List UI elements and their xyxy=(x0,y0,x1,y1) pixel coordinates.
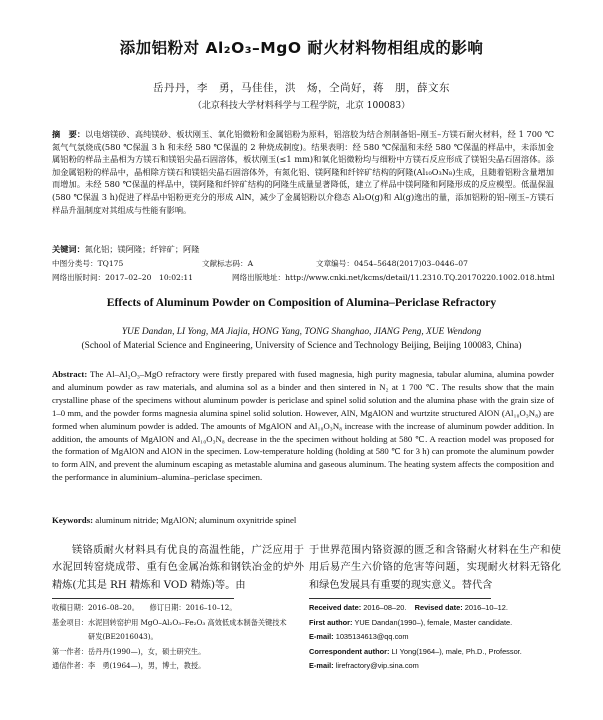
doc-code-label: 文献标志码： xyxy=(202,259,248,268)
online-date-label: 网络出版时间： xyxy=(52,273,106,282)
correspondent-author-label: Correspondent author: xyxy=(309,646,390,656)
english-abstract-label: Abstract: xyxy=(52,369,88,379)
first-author-email[interactable]: 1035134613@qq.com xyxy=(335,632,409,642)
first-author-label: First author: xyxy=(309,617,353,627)
chinese-abstract-label: 摘 要： xyxy=(52,129,86,139)
chinese-keywords-label: 关键词： xyxy=(52,244,85,254)
chinese-affiliation: （北京科技大学材料科学与工程学院，北京 100083） xyxy=(192,101,411,111)
english-authors: YUE Dandan, LI Yong, MA Jiajia, HONG Yang, TONG Shanghao, JIANG Peng, XUE Wendong xyxy=(121,327,482,337)
online-publication-row xyxy=(52,272,555,283)
online-url-label: 网络出版地址： xyxy=(232,273,286,282)
article-number-label: 文章编号： xyxy=(316,259,354,268)
footnote-corresponding-author: 通信作者：李 勇(1964—)，男，博士，教授。 xyxy=(52,661,206,671)
revised-date-value: 2016–10–12. xyxy=(464,603,508,612)
footnote-fund-cont: 研发(BE2016043)。 xyxy=(88,632,158,642)
doc-code-value: A xyxy=(247,259,254,268)
article-number-value: 0454–5648(2017)03–0446–07 xyxy=(353,259,468,268)
english-keywords-text: aluminum nitride; MgAlON; aluminum oxynitride spinel xyxy=(95,515,297,525)
footnote-received-date: 收稿日期：2016–08–20。 修订日期：2016–10–12。 xyxy=(52,603,237,612)
english-keywords-label: Keywords: xyxy=(52,515,94,525)
chinese-title: 添加铝粉对 Al₂O₃–MgO 耐火材料物相组成的影响 xyxy=(119,39,484,57)
chinese-keywords xyxy=(52,244,199,255)
footnote-fund: 基金项目：水泥回转窑护用 MgO–Al₂O₃–Fe₂O₃ 高效低成本制备关键技术 xyxy=(52,617,287,627)
online-date-value: 2017–02–20 10:02:11 xyxy=(105,273,194,282)
chinese-footnotes xyxy=(52,601,304,674)
first-author-value: YUE Dandan(1990–), female, Master candidate. xyxy=(354,617,513,627)
english-title: Effects of Aluminum Powder on Composition of Alumina–Periclase Refractory xyxy=(106,296,497,309)
footnote-divider-left xyxy=(52,598,234,599)
english-affiliation: (School of Material Science and Engineering, University of Science and Technology Beijing, Beijing 100083, China) xyxy=(81,341,522,351)
chinese-authors: 岳丹丹，李 勇，马佳佳，洪 炀，仝尚好，蒋 朋，薛文东 xyxy=(153,82,450,94)
received-date-value: 2016–08–20. xyxy=(363,603,407,612)
english-keywords xyxy=(52,515,296,525)
revised-date-label: Revised date: xyxy=(414,603,463,612)
body-text-left-column: 镁铬质耐火材料具有优良的高温性能，广泛应用于水泥回转窑烧成带、重有色金属冶炼和钢铁冶金的炉外精炼(尤其是 RH 精炼和 VOD 精炼)等。由 xyxy=(52,545,304,591)
online-url-link[interactable]: http://www.cnki.net/kcms/detail/11.2310.TQ.20170220.1002.018.html xyxy=(285,273,555,282)
clc-label: 中图分类号： xyxy=(52,259,98,268)
classification-row xyxy=(52,258,468,269)
chinese-abstract-text: 以电熔镁砂、高纯镁砂、板状刚玉、氧化铝微粉和金属铝粉为原料，铝溶胶为结合剂制备铝–刚玉–方镁石耐火材料，经 1 700 ℃氮气气氛烧成(580 ℃保温 3 h 和未经 580 ℃保温的 2 种烧成制度)。结果表明：经 580 ℃保温和未经 580 ℃保温的样品中，未添加金属铝粉的样品主晶相为方镁石和镁铝尖晶石固溶体，板状刚玉(≤1 mm)和氧化铝微粉均与细粉中方镁石反应形成了镁铝尖晶石固溶体。添加金属铝粉的样品中，晶相除方镁石和镁铝尖晶石固溶体外，有氮化铝、镁阿隆和纤锌矿结构的阿隆(Al₁₀O₃N₈)生成，且随着铝粉含量增加而增加。未经 580 ℃保温的样品中，镁阿隆和纤锌矿结构的阿隆生成量显著降低，建立了样品中镁阿隆和阿隆形成的反应模型。低温保温(580 ℃保温 3 h)促进了样品中铝粉更充分的形成 AlN，减少了金属铝粉以介稳态 Al₂O(g)和 Al(g)逸出的量，添加铝粉的铝–刚玉–方镁石样品升温制度对其组成与性能有影响。 xyxy=(52,129,554,215)
received-date-label: Received date: xyxy=(309,603,362,612)
footnote-first-author: 第一作者：岳丹丹(1990—)，女，硕士研究生。 xyxy=(52,646,206,656)
english-abstract-text: The Al–Al₂O₃–MgO refractory were firstly prepared with fused magnesia, high purity magnesia, tabular alumina, alumina powder and aluminum powder as raw materials, and alumina sol as a binder and then sintered in N₂ at 1 700 ℃. The results show that the main crystalline phase of the specimens without aluminum powder is periclase and spinel solid solution and the alumina phase with the grain size of 1–0 mm, and the powder forms magnesia alumina spinel solid solution. However, AlN, MgAlON and wurtzite structured AlON (Al₁₀O₃N₈) are formed when aluminum powder is added. The amounts of MgAlON and Al₁₀O₃N₈ increase with the increase of aluminum powder addition. In addition, the amounts of MgAlON and Al₁₀O₃N₈ decrease in the the specimen without holding at 580 ℃. A reaction model was proposed for the formation of MgAlON and AlON in the specimen. Low-temperature holding (holding at 580 ℃ for 3 h) can promote the aluminum powder to form AlN, and prevent the aluminum escaping as metastable alumina and gaseous aluminum. The heating system affects the composition and the performance in aluminium–alumina–periclase specimen. xyxy=(52,369,555,483)
chinese-keywords-text: 氮化铝；镁阿隆；纤锌矿；阿隆 xyxy=(84,244,200,254)
english-abstract xyxy=(52,368,554,484)
footnote-divider-right xyxy=(309,598,491,599)
email-label: E-mail: xyxy=(309,632,334,642)
body-text-right-column: 于世界范围内铬资源的匮乏和含铬耐火材料在生产和使用后易产生六价铬的危害等问题，实现耐火材料无铬化和绿色发展具有重要的现实意义。替代含 xyxy=(309,545,561,591)
email-label: E-mail: xyxy=(309,661,334,671)
correspondent-author-value: LI Yong(1964–), male, Ph.D., Professor. xyxy=(391,646,522,656)
correspondent-email[interactable]: lirefractory@vip.sina.com xyxy=(335,661,419,671)
clc-value: TQ175 xyxy=(97,259,124,268)
chinese-abstract xyxy=(52,128,554,216)
english-footnotes xyxy=(309,601,561,674)
